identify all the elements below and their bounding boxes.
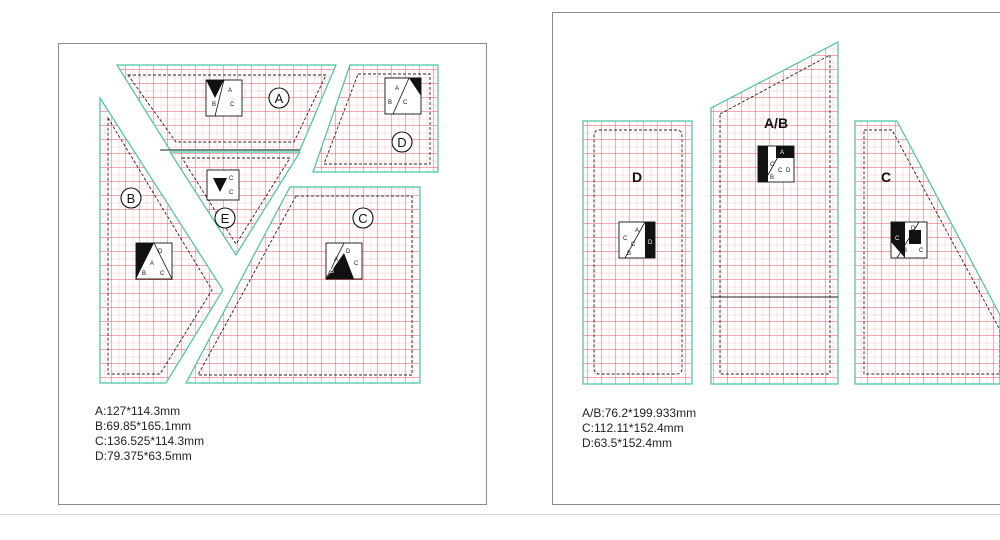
svg-text:C: C — [778, 168, 783, 174]
label-b — [121, 188, 141, 208]
svg-text:D: D — [911, 226, 916, 232]
block-symbol-e — [207, 170, 239, 200]
svg-text:C: C — [403, 100, 408, 106]
label-d — [392, 132, 412, 152]
dimension-c: C:136.525*114.3mm — [95, 434, 205, 448]
svg-text:A: A — [395, 86, 400, 92]
svg-text:C: C — [895, 236, 900, 242]
svg-text:C: C — [623, 236, 628, 242]
dimension-a: A:127*114.3mm — [95, 404, 181, 418]
svg-text:B: B — [388, 100, 393, 106]
label-c-right: C — [880, 169, 892, 185]
svg-text:D: D — [786, 168, 791, 174]
label-c — [353, 208, 373, 228]
svg-text:C: C — [160, 271, 165, 277]
dimension-d-right: D:63.5*152.4mm — [582, 436, 673, 450]
svg-text:D: D — [648, 240, 653, 246]
bottom-divider — [0, 514, 1000, 515]
left-dimensions-list — [95, 404, 204, 464]
ruler-piece-ab — [711, 42, 838, 384]
svg-text:B: B — [212, 102, 217, 108]
svg-text:A: A — [274, 91, 284, 106]
svg-text:C: C — [230, 102, 235, 108]
svg-text:C: C — [229, 176, 234, 182]
block-symbol-d — [385, 78, 421, 114]
right-dimensions-list — [582, 406, 696, 451]
svg-text:C: C — [631, 242, 636, 248]
svg-text:A: A — [635, 228, 640, 234]
svg-text:B: B — [126, 191, 136, 206]
svg-text:A: A — [780, 150, 785, 156]
dimension-ab: A/B:76.2*199.933mm — [582, 406, 697, 420]
block-symbol-a — [206, 80, 242, 116]
dimension-b: B:69.85*165.1mm — [95, 419, 192, 433]
svg-text:B: B — [627, 251, 632, 257]
svg-text:A: A — [228, 88, 233, 94]
svg-text:B: B — [903, 248, 908, 254]
dimension-d: D:79.375*63.5mm — [95, 449, 192, 463]
label-ab-right: A/B — [763, 115, 789, 131]
block-symbol-c-right — [891, 222, 927, 258]
svg-text:D: D — [346, 249, 351, 255]
svg-text:C: C — [358, 211, 368, 226]
ruler-piece-c-triangle — [855, 121, 1000, 384]
block-symbol-c — [326, 243, 362, 279]
label-d-right: D — [631, 169, 643, 185]
svg-text:A: A — [334, 257, 339, 263]
svg-text:C: C — [229, 190, 234, 196]
block-symbol-d-right — [619, 222, 655, 258]
svg-text:C: C — [919, 248, 924, 254]
svg-text:B: B — [330, 269, 335, 275]
svg-text:C: C — [354, 261, 359, 267]
label-e — [215, 208, 235, 228]
dimension-c-right: C:112.11*152.4mm — [582, 421, 684, 435]
svg-text:E: E — [220, 211, 230, 226]
svg-text:B: B — [770, 175, 775, 181]
svg-text:D: D — [158, 249, 163, 255]
svg-text:C: C — [770, 162, 775, 168]
svg-text:B: B — [142, 271, 147, 277]
label-a — [269, 88, 289, 108]
block-symbol-ab-right — [758, 146, 794, 182]
block-symbol-b — [136, 243, 172, 279]
svg-text:D: D — [397, 135, 407, 150]
svg-text:A: A — [150, 261, 155, 267]
